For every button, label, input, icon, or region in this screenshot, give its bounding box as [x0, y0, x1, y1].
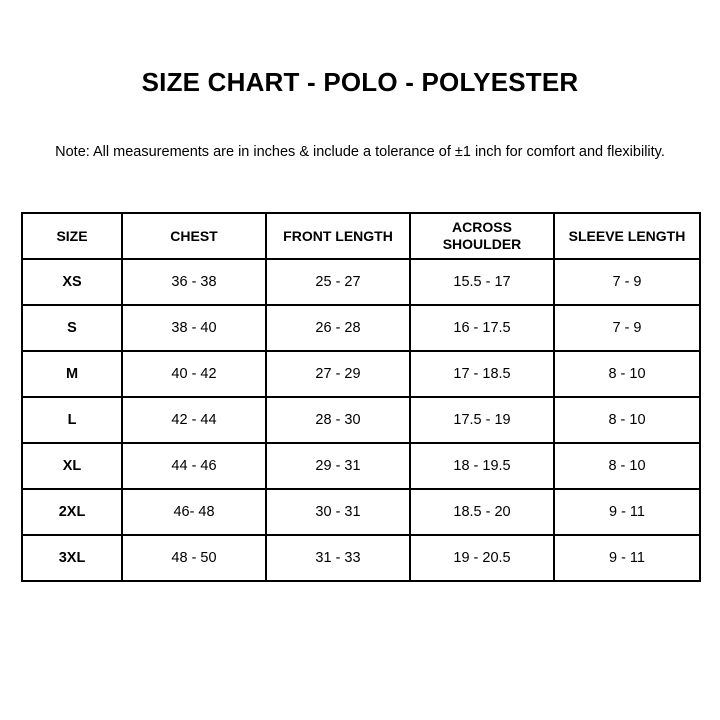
- chest-cell: 42 - 44: [122, 397, 266, 443]
- chest-cell: 36 - 38: [122, 259, 266, 305]
- table-row: [22, 305, 700, 351]
- across-shoulder-cell: 17.5 - 19: [410, 397, 554, 443]
- column-header-size: SIZE: [22, 213, 122, 259]
- chest-cell: 44 - 46: [122, 443, 266, 489]
- table-row: [22, 259, 700, 305]
- across-shoulder-label: ACROSS SHOULDER: [442, 219, 522, 252]
- across-shoulder-cell: 18 - 19.5: [410, 443, 554, 489]
- size-cell: L: [22, 397, 122, 443]
- measurement-note: Note: All measurements are in inches & include a tolerance of ±1 inch for comfort and flexibility.: [55, 144, 665, 160]
- size-cell: XL: [22, 443, 122, 489]
- chest-cell: 40 - 42: [122, 351, 266, 397]
- across-shoulder-cell: 18.5 - 20: [410, 489, 554, 535]
- table-row: [22, 351, 700, 397]
- column-header-sleeve-length: SLEEVE LENGTH: [554, 213, 700, 259]
- column-header-across-shoulder: [410, 213, 554, 259]
- chest-cell: 48 - 50: [122, 535, 266, 581]
- sleeve-length-cell: 7 - 9: [554, 259, 700, 305]
- size-cell: M: [22, 351, 122, 397]
- column-header-front-length: FRONT LENGTH: [266, 213, 410, 259]
- table-row: [22, 535, 700, 581]
- front-length-cell: 25 - 27: [266, 259, 410, 305]
- front-length-cell: 27 - 29: [266, 351, 410, 397]
- header-row: [22, 213, 700, 259]
- front-length-cell: 28 - 30: [266, 397, 410, 443]
- chest-cell: 46- 48: [122, 489, 266, 535]
- sleeve-length-cell: 9 - 11: [554, 489, 700, 535]
- front-length-cell: 31 - 33: [266, 535, 410, 581]
- across-shoulder-cell: 17 - 18.5: [410, 351, 554, 397]
- column-header-chest: CHEST: [122, 213, 266, 259]
- size-chart-table: [21, 212, 701, 582]
- front-length-cell: 26 - 28: [266, 305, 410, 351]
- size-cell: 3XL: [22, 535, 122, 581]
- front-length-cell: 30 - 31: [266, 489, 410, 535]
- across-shoulder-cell: 15.5 - 17: [410, 259, 554, 305]
- table-row: [22, 489, 700, 535]
- sleeve-length-cell: 8 - 10: [554, 397, 700, 443]
- sleeve-length-cell: 9 - 11: [554, 535, 700, 581]
- sleeve-length-cell: 8 - 10: [554, 443, 700, 489]
- table-row: [22, 443, 700, 489]
- sleeve-length-cell: 8 - 10: [554, 351, 700, 397]
- across-shoulder-cell: 16 - 17.5: [410, 305, 554, 351]
- size-cell: S: [22, 305, 122, 351]
- size-cell: XS: [22, 259, 122, 305]
- chest-cell: 38 - 40: [122, 305, 266, 351]
- table-row: [22, 397, 700, 443]
- size-cell: 2XL: [22, 489, 122, 535]
- front-length-cell: 29 - 31: [266, 443, 410, 489]
- across-shoulder-cell: 19 - 20.5: [410, 535, 554, 581]
- page-title: SIZE CHART - POLO - POLYESTER: [141, 67, 579, 97]
- sleeve-length-cell: 7 - 9: [554, 305, 700, 351]
